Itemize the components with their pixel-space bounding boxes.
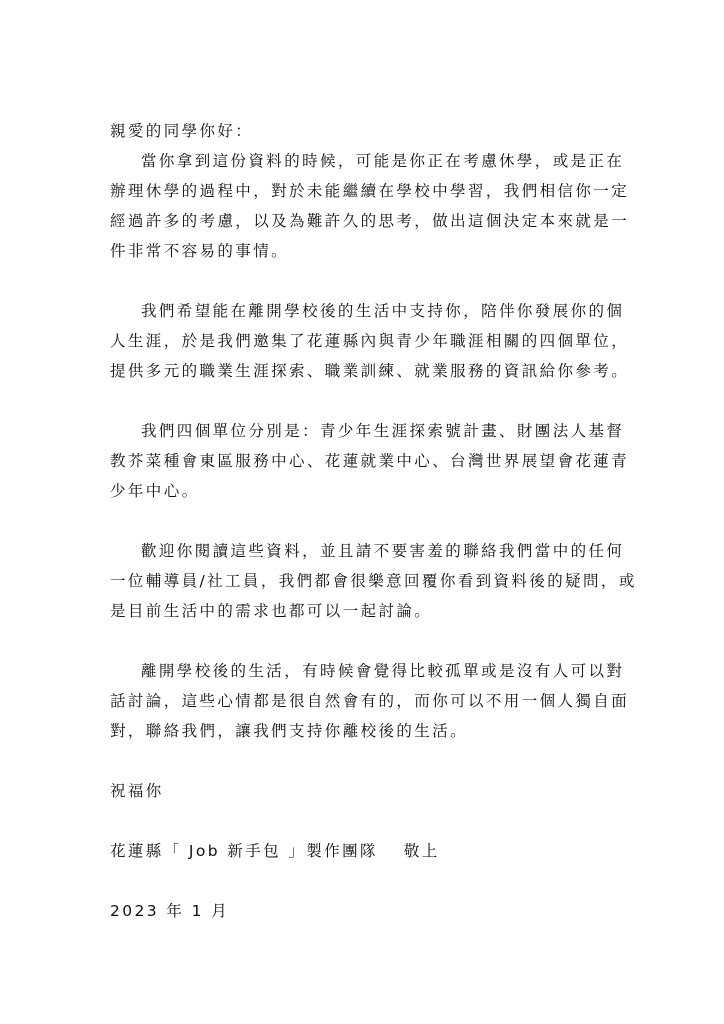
paragraph-line: 教芥菜種會東區服務中心、花蓮就業中心、台灣世界展望會花蓮青 bbox=[110, 452, 630, 470]
paragraph-2 bbox=[110, 296, 630, 386]
paragraph-3 bbox=[110, 416, 630, 506]
letter bbox=[110, 116, 637, 926]
paragraph-gap bbox=[110, 746, 610, 776]
closing: 祝福你 bbox=[110, 782, 164, 800]
paragraph-line: 少年中心。 bbox=[110, 482, 200, 500]
paragraph-1 bbox=[110, 146, 630, 266]
paragraph-line: 經過許多的考慮，以及為難許久的思考，做出這個決定本來就是一 bbox=[110, 212, 630, 230]
paragraph-line: 話討論，這些心情都是很自然會有的，而你可以不用一個人獨自面 bbox=[110, 692, 630, 710]
paragraph-line: 人生涯，於是我們邀集了花蓮縣內與青少年職涯相關的四個單位， bbox=[110, 332, 630, 350]
paragraph-line: 提供多元的職業生涯探索、職業訓練、就業服務的資訊給你參考。 bbox=[110, 362, 630, 380]
date: 2023 年 1 月 bbox=[110, 902, 230, 920]
paragraph-line: 離開學校後的生活，有時候會覺得比較孤單或是沒有人可以對 bbox=[141, 662, 625, 680]
paragraph-line: 辦理休學的過程中，對於未能繼續在學校中學習，我們相信你一定 bbox=[110, 182, 630, 200]
paragraph-line: 件非常不容易的事情。 bbox=[110, 242, 290, 260]
paragraph-gap bbox=[110, 806, 610, 836]
signature-regards: 敬上 bbox=[403, 842, 440, 860]
paragraph-gap bbox=[110, 506, 610, 536]
paragraph-gap bbox=[110, 266, 610, 296]
paragraph-gap bbox=[110, 866, 610, 896]
paragraph-gap bbox=[110, 386, 610, 416]
paragraph-line: 對，聯絡我們，讓我們支持你離校後的生活。 bbox=[110, 722, 469, 740]
greeting: 親愛的同學你好： bbox=[110, 122, 254, 140]
paragraph-line: 一位輔導員/社工員，我們都會很樂意回覆你看到資料後的疑問，或 bbox=[110, 572, 637, 590]
paragraph-line: 我們希望能在離開學校後的生活中支持你，陪伴你發展你的個 bbox=[141, 302, 625, 320]
paragraph-line: 歡迎你閱讀這些資料，並且請不要害羞的聯絡我們當中的任何 bbox=[141, 542, 625, 560]
paragraph-5 bbox=[110, 656, 630, 746]
paragraph-line: 是目前生活中的需求也都可以一起討論。 bbox=[110, 602, 433, 620]
paragraph-line: 當你拿到這份資料的時候，可能是你正在考慮休學，或是正在 bbox=[141, 152, 625, 170]
signature-team: 花蓮縣「 Job 新手包 」製作團隊 bbox=[110, 842, 378, 860]
signature bbox=[110, 836, 610, 866]
paragraph-gap bbox=[110, 626, 610, 656]
paragraph-4 bbox=[110, 536, 637, 626]
paragraph-line: 我們四個單位分別是：青少年生涯探索號計畫、財團法人基督 bbox=[141, 422, 625, 440]
